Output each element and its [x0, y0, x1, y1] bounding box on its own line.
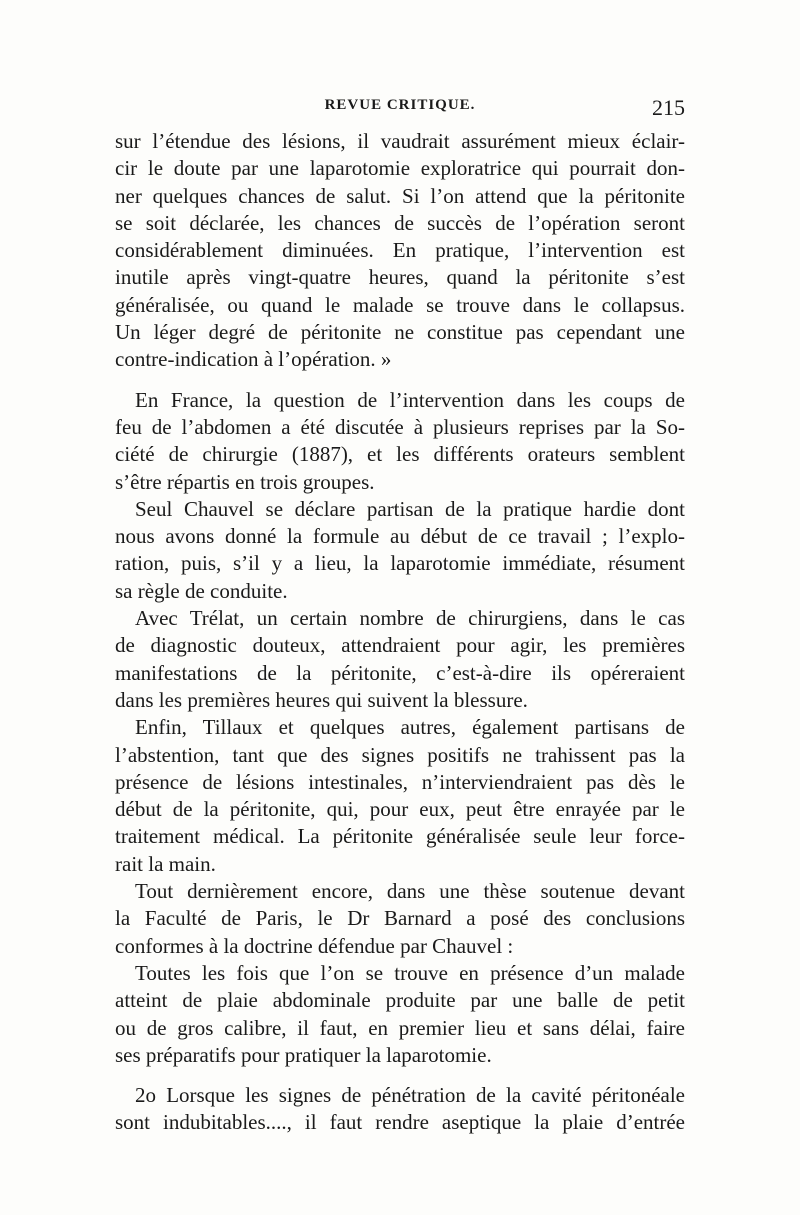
text-line: se soit déclarée, les chances de succès de l’opération seront [115, 210, 685, 235]
paragraph [115, 960, 685, 1069]
paragraph-gap [115, 1069, 685, 1082]
text-line: début de la péritonite, qui, pour eux, peut être enrayée par le [115, 797, 685, 822]
text-line: ses préparatifs pour pratiquer la laparotomie. [115, 1042, 492, 1067]
paragraph [115, 387, 685, 496]
text-line: sur l’étendue des lésions, il vaudrait assurément mieux éclair- [115, 129, 685, 153]
paragraph-gap [115, 374, 685, 387]
text-line: généralisée, ou quand le malade se trouve dans le collapsus. [115, 292, 685, 317]
text-line: Tout dernièrement encore, dans une thèse soutenue devant [135, 879, 685, 904]
text-line: feu de l’abdomen a été discutée à plusieurs reprises par la So- [115, 414, 685, 439]
text-line: conformes à la doctrine défendue par Chauvel : [115, 933, 514, 958]
text-line: Seul Chauvel se déclare partisan de la pratique hardie dont [135, 496, 685, 521]
paragraph [115, 496, 685, 605]
text-line: de diagnostic douteux, attendraient pour agir, les premières [115, 633, 685, 658]
paragraph [115, 605, 685, 714]
text-line: sa règle de conduite. [115, 578, 288, 603]
text-line: dans les premières heures qui suivent la blessure. [115, 687, 528, 712]
text-line: manifestations de la péritonite, c’est-à-dire ils opéreraient [115, 660, 685, 685]
text-line: inutile après vingt-quatre heures, quand la péritonite s’est [115, 265, 685, 290]
running-title: REVUE CRITIQUE. [324, 97, 476, 113]
paragraph [115, 714, 685, 878]
paragraph [115, 128, 685, 374]
paragraph [115, 878, 685, 960]
page-number: 215 [652, 95, 685, 120]
text-line: ciété de chirurgie (1887), et les différents orateurs semblent [115, 442, 685, 467]
text-line: cir le doute par une laparotomie exploratrice qui pourrait don- [115, 156, 685, 181]
text-line: ou de gros calibre, il faut, en premier lieu et sans délai, faire [115, 1015, 685, 1040]
text-line: 2o Lorsque les signes de pénétration de la cavité péritonéale [135, 1083, 685, 1108]
paragraph [115, 1082, 685, 1137]
text-line: En France, la question de l’intervention dans les coups de [135, 387, 685, 412]
text-line: traitement médical. La péritonite généralisée seule leur force- [115, 824, 685, 849]
text-line: sont indubitables...., il faut rendre aseptique la plaie d’entrée [115, 1110, 685, 1135]
text-line: Toutes les fois que l’on se trouve en présence d’un malade [135, 960, 685, 985]
text-line: présence de lésions intestinales, n’interviendraient pas dès le [115, 769, 685, 794]
text-line: considérablement diminuées. En pratique, l’intervention est [115, 238, 685, 263]
text-line: Avec Trélat, un certain nombre de chirurgiens, dans le cas [135, 606, 685, 631]
text-line: ner quelques chances de salut. Si l’on attend que la péritonite [115, 183, 685, 208]
text-line: contre-indication à l’opération. » [115, 347, 392, 372]
text-line: nous avons donné la formule au début de ce travail ; l’explo- [115, 524, 685, 549]
text-line: la Faculté de Paris, le Dr Barnard a posé des conclusions [115, 906, 685, 931]
text-line: ration, puis, s’il y a lieu, la laparotomie immédiate, résument [115, 551, 685, 576]
text-line: s’être répartis en trois groupes. [115, 469, 375, 494]
text-line: rait la main. [115, 851, 216, 876]
text-line: atteint de plaie abdominale produite par une balle de petit [115, 988, 685, 1013]
body-text [115, 128, 685, 1137]
running-header [115, 97, 685, 123]
text-line: l’abstention, tant que des signes positifs ne trahissent pas la [115, 742, 685, 767]
text-line: Un léger degré de péritonite ne constitue pas cependant une [115, 320, 685, 345]
text-line: Enfin, Tillaux et quelques autres, également partisans de [135, 715, 685, 740]
